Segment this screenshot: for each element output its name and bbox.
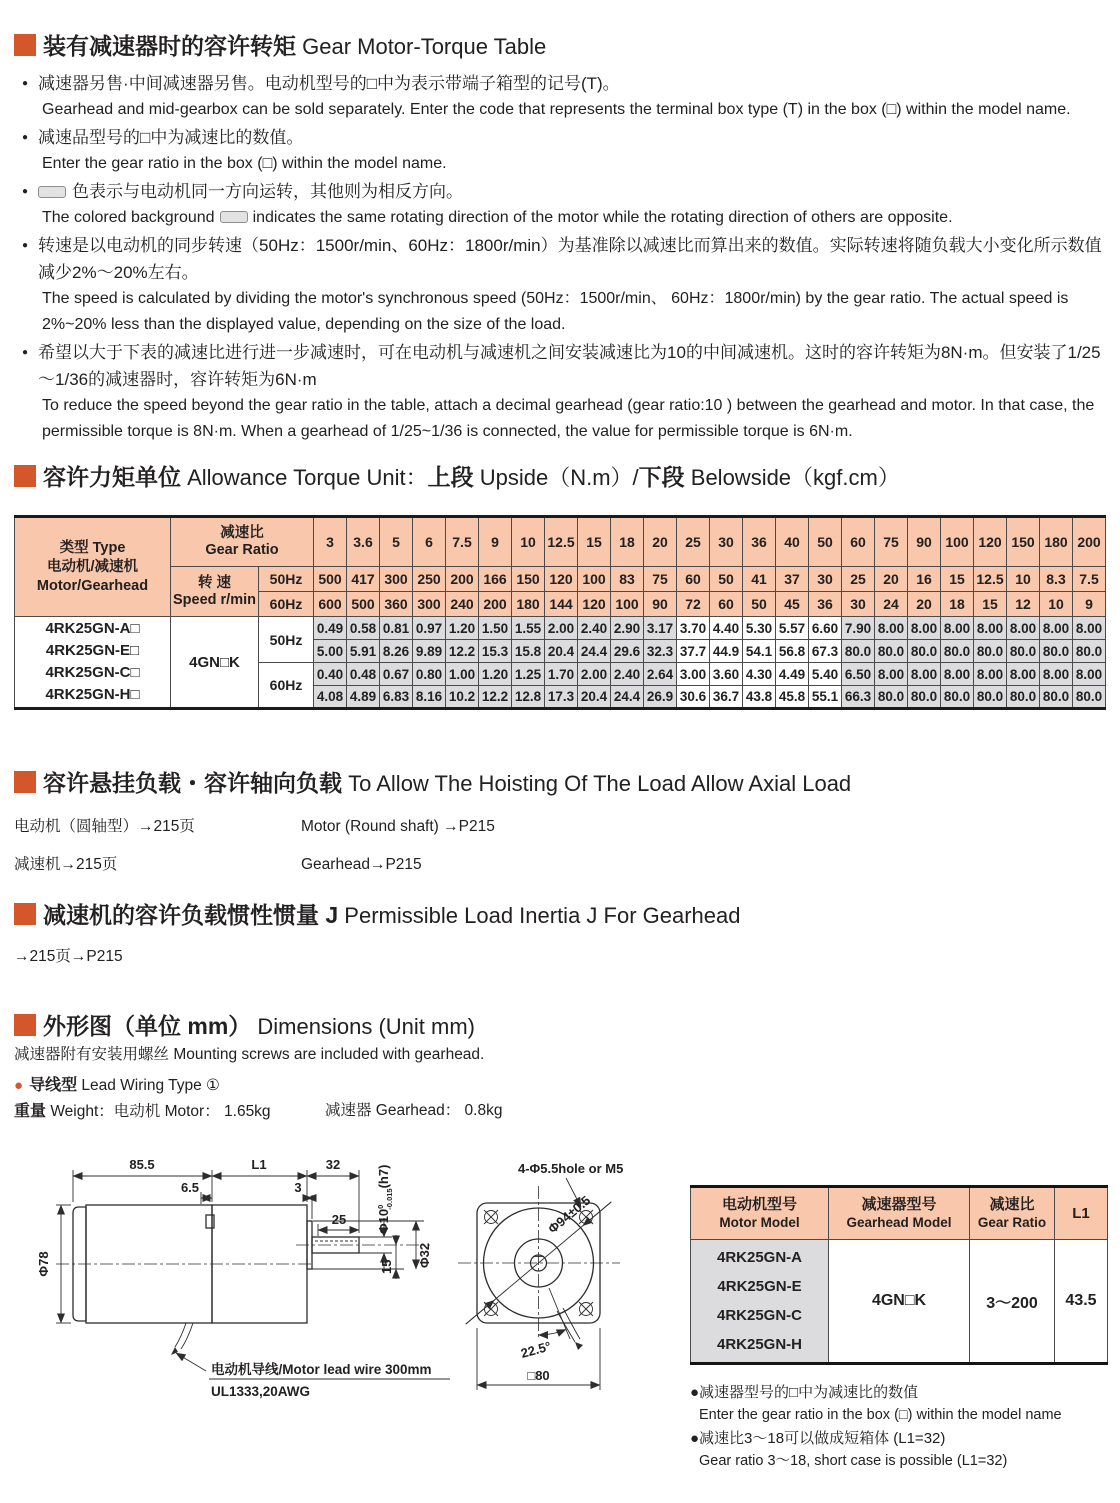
speed-60hz-value: 24 xyxy=(875,592,908,617)
torque-unit-heading xyxy=(14,459,900,492)
torque-value-cell: 5.40 xyxy=(809,663,842,686)
torque-value-cell: 80.0 xyxy=(974,640,1007,663)
reference-cn: 减速机→215页 xyxy=(14,856,118,873)
bullet-en-text: To reduce the speed beyond the gear ratio in the table, attach a decimal gearhead (gear ratio:10 ) between the gearhead and motor. In that case, the permissible torque is 8N·m. When a gearhead of 1/25~1/36 is connected, the value for permissible torque is 6N·m. xyxy=(42,397,1095,440)
torque-value-cell: 1.00 xyxy=(446,663,479,686)
torque-value-cell: 1.50 xyxy=(479,617,512,640)
torque-value-cell: 36.7 xyxy=(710,686,743,709)
motor-lead-wire-label: 电动机导线/Motor lead wire 300mm xyxy=(211,1362,432,1377)
gear-ratio-value: 7.5 xyxy=(446,517,479,567)
torque-value-cell: 7.90 xyxy=(842,617,875,640)
info-header-l1: L1 xyxy=(1055,1187,1108,1240)
speed-60hz-value: 90 xyxy=(644,592,677,617)
torque-value-cell: 3.70 xyxy=(677,617,710,640)
freq-data-cell: 50Hz xyxy=(259,617,314,663)
speed-header-cell: 转 速 Speed r/min xyxy=(171,567,259,617)
torque-value-cell: 15.3 xyxy=(479,640,512,663)
torque-value-cell: 55.1 xyxy=(809,686,842,709)
dim-6-5-label: 6.5 xyxy=(180,1180,200,1195)
torque-value-cell: 3.17 xyxy=(644,617,677,640)
torque-value-cell: 2.90 xyxy=(611,617,644,640)
info-header-motor-model: 电动机型号 Motor Model xyxy=(691,1187,829,1240)
bullet-dot-icon: ● xyxy=(22,78,29,89)
svg-text:Φ100-0.015(h7): $\Phi 10^0-0.015(h7)$ xyxy=(376,1164,394,1234)
heading-part: Allowance Torque Unit： xyxy=(181,465,428,490)
torque-section-heading xyxy=(14,28,546,61)
torque-value-cell: 2.40 xyxy=(578,617,611,640)
torque-value-cell: 0.67 xyxy=(380,663,413,686)
speed-50hz-value: 166 xyxy=(479,567,512,592)
gear-ratio-value: 3 xyxy=(314,517,347,567)
bullet-cn-line xyxy=(22,339,1102,393)
reference-row xyxy=(14,846,495,884)
freq-50hz-header: 50Hz xyxy=(259,567,314,592)
torque-value-cell: 44.9 xyxy=(710,640,743,663)
section-marker-icon xyxy=(14,465,36,487)
load-inertia-reference: →215页→P215 xyxy=(14,948,123,965)
bullet-en-text: The colored background indicates the same rotating direction of the motor while the rotating direction of others are opposite. xyxy=(42,209,953,226)
svg-text:22.5°: 22.5° xyxy=(519,1338,553,1361)
torque-value-cell: 80.0 xyxy=(1007,640,1040,663)
torque-value-cell: 4.49 xyxy=(776,663,809,686)
torque-value-cell: 1.25 xyxy=(512,663,545,686)
gearhead-front-view-drawing xyxy=(440,1140,710,1475)
freq-data-cell: 60Hz xyxy=(259,663,314,709)
color-swatch-icon xyxy=(220,211,248,223)
gear-ratio-value: 75 xyxy=(875,517,908,567)
dim-l1-label: L1 xyxy=(251,1157,267,1172)
dimension-drawings xyxy=(0,1140,1120,1503)
gear-ratio-value: 25 xyxy=(677,517,710,567)
torque-value-cell: 37.7 xyxy=(677,640,710,663)
torque-value-cell: 2.40 xyxy=(611,663,644,686)
speed-50hz-value: 150 xyxy=(512,567,545,592)
speed-60hz-value: 180 xyxy=(512,592,545,617)
motor-models-cell: 4RK25GN-A□ 4RK25GN-E□ 4RK25GN-C□ 4RK25GN-H□ xyxy=(15,617,171,709)
info-note-en: Gear ratio 3～18, short case is possible (L1=32) xyxy=(699,1453,1008,1469)
gear-ratio-value: 30 xyxy=(710,517,743,567)
torque-value-cell: 4.30 xyxy=(743,663,776,686)
torque-value-cell: 6.83 xyxy=(380,686,413,709)
bullet-item xyxy=(22,70,1102,123)
torque-value-cell: 0.40 xyxy=(314,663,347,686)
lead-wiring-type-line xyxy=(14,1072,220,1095)
torque-value-cell: 80.0 xyxy=(974,686,1007,709)
heading-part: Gear Motor-Torque Table xyxy=(296,34,547,59)
speed-60hz-value: 50 xyxy=(743,592,776,617)
gear-ratio-value: 20 xyxy=(644,517,677,567)
torque-value-cell: 2.00 xyxy=(545,617,578,640)
speed-50hz-value: 15 xyxy=(941,567,974,592)
torque-value-cell: 80.0 xyxy=(1073,686,1106,709)
torque-value-cell: 0.80 xyxy=(413,663,446,686)
heading-part: 装有减速器时的容许转矩 xyxy=(43,33,296,59)
speed-60hz-value: 300 xyxy=(413,592,446,617)
torque-value-cell: 1.20 xyxy=(446,617,479,640)
speed-50hz-value: 83 xyxy=(611,567,644,592)
speed-60hz-value: 30 xyxy=(842,592,875,617)
bullet-en-text: Gearhead and mid-gearbox can be sold separately. Enter the code that represents the terminal box type (T) in the box (□) within the model name. xyxy=(42,101,1071,118)
note-en: Mounting screws are included with gearhead. xyxy=(169,1046,485,1063)
dim-15-label xyxy=(379,1260,394,1274)
gear-ratio-value: 18 xyxy=(611,517,644,567)
heading-text xyxy=(43,459,900,492)
torque-value-cell: 80.0 xyxy=(1073,640,1106,663)
info-l1-cell: 43.5 xyxy=(1055,1240,1108,1364)
speed-50hz-value: 8.3 xyxy=(1040,567,1073,592)
torque-value-cell: 1.70 xyxy=(545,663,578,686)
heading-part: 减速机的容许负载惯性惯量 J xyxy=(43,902,339,928)
gear-ratio-value: 5 xyxy=(380,517,413,567)
torque-value-cell: 8.00 xyxy=(1007,663,1040,686)
speed-60hz-value: 15 xyxy=(974,592,1007,617)
load-inertia-heading xyxy=(14,897,741,930)
gear-ratio-value: 60 xyxy=(842,517,875,567)
torque-value-cell: 8.00 xyxy=(875,663,908,686)
speed-50hz-value: 50 xyxy=(710,567,743,592)
svg-text:Φ32: Φ32 xyxy=(417,1242,432,1268)
speed-50hz-value: 7.5 xyxy=(1073,567,1106,592)
note-cn: 减速器附有安装用螺丝 xyxy=(14,1046,170,1063)
torque-value-cell: 12.8 xyxy=(512,686,545,709)
speed-50hz-value: 200 xyxy=(446,567,479,592)
gear-ratio-value: 36 xyxy=(743,517,776,567)
torque-value-cell: 80.0 xyxy=(842,640,875,663)
bullet-cn-line xyxy=(22,124,1102,151)
speed-50hz-value: 500 xyxy=(314,567,347,592)
gearhead-weight: 减速器 Gearhead： 0.8kg xyxy=(325,1102,503,1119)
bullet-item xyxy=(22,339,1102,445)
torque-value-cell: 5.91 xyxy=(347,640,380,663)
gear-ratio-value: 12.5 xyxy=(545,517,578,567)
torque-value-cell: 8.00 xyxy=(908,663,941,686)
speed-60hz-value: 60 xyxy=(710,592,743,617)
gear-ratio-value: 200 xyxy=(1073,517,1106,567)
speed-60hz-value: 18 xyxy=(941,592,974,617)
torque-value-cell: 1.20 xyxy=(479,663,512,686)
torque-value-cell: 17.3 xyxy=(545,686,578,709)
torque-value-cell: 12.2 xyxy=(446,640,479,663)
heading-part: Permissible Load Inertia J For Gearhead xyxy=(338,903,741,928)
bullet-dot-icon: ● xyxy=(14,1077,24,1094)
torque-value-cell: 12.2 xyxy=(479,686,512,709)
section-marker-icon xyxy=(14,771,36,793)
torque-value-cell: 6.60 xyxy=(809,617,842,640)
torque-value-cell: 8.00 xyxy=(1073,663,1106,686)
speed-50hz-value: 100 xyxy=(578,567,611,592)
torque-value-cell: 24.4 xyxy=(578,640,611,663)
heading-part: 外形图（单位 mm） xyxy=(43,1013,252,1039)
speed-60hz-value: 10 xyxy=(1040,592,1073,617)
mounting-holes-label: 4-Φ5.5hole or M5 xyxy=(518,1161,624,1176)
torque-value-cell: 80.0 xyxy=(875,640,908,663)
gear-ratio-value: 6 xyxy=(413,517,446,567)
speed-60hz-value: 600 xyxy=(314,592,347,617)
mounting-screws-note xyxy=(14,1042,484,1064)
weight-line xyxy=(14,1098,1014,1121)
torque-value-cell: 2.00 xyxy=(578,663,611,686)
torque-value-cell: 8.00 xyxy=(974,617,1007,640)
torque-value-cell: 5.30 xyxy=(743,617,776,640)
heading-part: 下段 xyxy=(638,464,685,490)
torque-value-cell: 4.08 xyxy=(314,686,347,709)
info-motor-models-cell: 4RK25GN-A 4RK25GN-E 4RK25GN-C 4RK25GN-H xyxy=(691,1240,829,1364)
gear-ratio-value: 15 xyxy=(578,517,611,567)
bullet-cn-text: 减速器另售·中间减速器另售。电动机型号的□中为表示带端子箱型的记号(T)。 xyxy=(38,74,620,93)
svg-text:15: 15 xyxy=(379,1259,394,1274)
bullet-cn-text: 减速品型号的□中为减速比的数值。 xyxy=(38,128,304,147)
lead-type-en: Lead Wiring Type ① xyxy=(77,1077,220,1094)
torque-value-cell: 8.00 xyxy=(875,617,908,640)
torque-value-cell: 1.55 xyxy=(512,617,545,640)
gear-ratio-value: 120 xyxy=(974,517,1007,567)
torque-value-cell: 0.97 xyxy=(413,617,446,640)
torque-value-cell: 8.26 xyxy=(380,640,413,663)
torque-value-cell: 0.58 xyxy=(347,617,380,640)
torque-value-cell: 30.6 xyxy=(677,686,710,709)
gear-ratio-value: 3.6 xyxy=(347,517,380,567)
speed-60hz-value: 144 xyxy=(545,592,578,617)
torque-value-cell: 0.81 xyxy=(380,617,413,640)
torque-value-cell: 4.89 xyxy=(347,686,380,709)
torque-value-cell: 80.0 xyxy=(908,640,941,663)
section-marker-icon xyxy=(14,1014,36,1036)
torque-value-cell: 8.00 xyxy=(941,663,974,686)
bullet-dot-icon: ● xyxy=(22,347,29,358)
torque-value-cell: 8.00 xyxy=(1007,617,1040,640)
info-gearhead-model-cell: 4GN□K xyxy=(829,1240,970,1364)
dim-angle-label xyxy=(519,1338,552,1360)
bullet-item xyxy=(22,178,1102,231)
info-notes xyxy=(690,1381,1107,1473)
reference-cn: 电动机（圆轴型）→215页 xyxy=(14,818,195,835)
bullet-cn-text: 转速是以电动机的同步转速（50Hz：1500r/min、60Hz：1800r/min）为基准除以减速比而算出来的数值。实际转速将随负载大小变化所示数值减少2%～20%左右。 xyxy=(38,236,1102,282)
torque-value-cell: 4.40 xyxy=(710,617,743,640)
gearhead-model-cell: 4GN□K xyxy=(171,617,259,709)
torque-value-cell: 10.2 xyxy=(446,686,479,709)
torque-value-cell: 66.3 xyxy=(842,686,875,709)
dim-phi32-label xyxy=(417,1243,432,1268)
torque-value-cell: 29.6 xyxy=(611,640,644,663)
info-note-cn: ●减速比3～18可以做成短箱体 (L1=32) xyxy=(690,1430,946,1447)
torque-value-cell: 8.00 xyxy=(941,617,974,640)
reference-en: Gearhead→P215 xyxy=(301,856,422,873)
speed-50hz-value: 300 xyxy=(380,567,413,592)
section-marker-icon xyxy=(14,34,36,56)
torque-value-cell: 54.1 xyxy=(743,640,776,663)
speed-60hz-value: 360 xyxy=(380,592,413,617)
torque-value-cell: 9.89 xyxy=(413,640,446,663)
dim-shaft-diameter-label xyxy=(376,1165,394,1234)
torque-value-cell: 8.00 xyxy=(974,663,1007,686)
bullet-cn-line xyxy=(22,70,1102,97)
torque-value-cell: 8.00 xyxy=(1040,663,1073,686)
speed-50hz-value: 30 xyxy=(809,567,842,592)
speed-50hz-value: 120 xyxy=(545,567,578,592)
speed-50hz-value: 16 xyxy=(908,567,941,592)
axial-load-heading xyxy=(14,765,851,798)
info-note-en: Enter the gear ratio in the box (□) within the model name xyxy=(699,1407,1062,1423)
gear-ratio-header-cell: 减速比 Gear Ratio xyxy=(171,517,314,567)
dim-85-5-label: 85.5 xyxy=(129,1157,155,1172)
torque-value-cell: 8.00 xyxy=(1040,617,1073,640)
heading-part: 容许力矩单位 xyxy=(43,464,181,490)
torque-value-cell: 80.0 xyxy=(908,686,941,709)
lead-wire-spec-label: UL1333,20AWG xyxy=(211,1384,311,1399)
torque-value-cell: 45.8 xyxy=(776,686,809,709)
axial-load-references xyxy=(14,808,495,884)
motor-side-view-drawing xyxy=(30,1140,470,1475)
bullet-cn-line xyxy=(22,232,1102,286)
svg-text:Φ94±0.5: Φ94±0.5 xyxy=(545,1192,594,1237)
info-note-cn: ●减速器型号的□中为减速比的数值 xyxy=(690,1384,919,1401)
heading-part: Dimensions (Unit mm) xyxy=(251,1014,475,1039)
speed-50hz-value: 20 xyxy=(875,567,908,592)
speed-50hz-value: 10 xyxy=(1007,567,1040,592)
bullet-dot-icon: ● xyxy=(22,132,29,143)
dim-3-label: 3 xyxy=(294,1180,302,1195)
speed-60hz-value: 200 xyxy=(479,592,512,617)
torque-value-cell: 5.00 xyxy=(314,640,347,663)
heading-text xyxy=(43,1008,475,1041)
dimensions-heading xyxy=(14,1008,475,1041)
color-swatch-icon xyxy=(38,186,66,198)
torque-value-cell: 80.0 xyxy=(941,686,974,709)
dim-phi94-label xyxy=(545,1193,593,1237)
speed-50hz-value: 12.5 xyxy=(974,567,1007,592)
bullet-en-text: Enter the gear ratio in the box (□) within the model name. xyxy=(42,155,447,172)
dim-square80-label: □80 xyxy=(527,1368,550,1383)
heading-text xyxy=(43,765,851,798)
torque-value-cell: 0.49 xyxy=(314,617,347,640)
heading-part: Upside（N.m）/ xyxy=(473,465,639,490)
torque-value-cell: 8.16 xyxy=(413,686,446,709)
motor-weight: 重量 Weight：电动机 Motor： 1.65kg xyxy=(14,1103,271,1120)
speed-60hz-value: 100 xyxy=(611,592,644,617)
torque-value-cell: 2.64 xyxy=(644,663,677,686)
torque-value-cell: 80.0 xyxy=(1040,686,1073,709)
speed-50hz-value: 75 xyxy=(644,567,677,592)
section-marker-icon xyxy=(14,903,36,925)
dim-32-label: 32 xyxy=(325,1157,341,1172)
torque-value-cell: 80.0 xyxy=(1007,686,1040,709)
torque-value-cell: 43.8 xyxy=(743,686,776,709)
torque-value-cell: 8.00 xyxy=(1073,617,1106,640)
torque-value-cell: 80.0 xyxy=(875,686,908,709)
reference-row xyxy=(14,808,495,846)
bullet-dot-icon: ● xyxy=(22,186,29,197)
gear-ratio-value: 150 xyxy=(1007,517,1040,567)
gear-ratio-value: 10 xyxy=(512,517,545,567)
speed-50hz-value: 417 xyxy=(347,567,380,592)
speed-50hz-value: 41 xyxy=(743,567,776,592)
freq-60hz-header: 60Hz xyxy=(259,592,314,617)
speed-60hz-value: 9 xyxy=(1073,592,1106,617)
torque-table xyxy=(14,515,1106,710)
torque-value-cell: 0.48 xyxy=(347,663,380,686)
heading-part: 容许悬挂负载・容许轴向负载 xyxy=(43,770,342,796)
bullet-item xyxy=(22,124,1102,177)
speed-50hz-value: 37 xyxy=(776,567,809,592)
model-info-table xyxy=(690,1185,1108,1365)
torque-value-cell: 26.9 xyxy=(644,686,677,709)
torque-value-cell: 3.60 xyxy=(710,663,743,686)
gear-ratio-value: 40 xyxy=(776,517,809,567)
reference-en: Motor (Round shaft) →P215 xyxy=(301,818,495,835)
bullet-list xyxy=(22,70,1102,446)
type-header-cell: 类型 Type 电动机/减速机 Motor/Gearhead xyxy=(15,517,171,617)
speed-60hz-value: 72 xyxy=(677,592,710,617)
torque-value-cell: 32.3 xyxy=(644,640,677,663)
heading-text xyxy=(43,897,741,930)
speed-60hz-value: 20 xyxy=(908,592,941,617)
dim-phi78-label xyxy=(36,1251,51,1276)
heading-part: Belowside（kgf.cm） xyxy=(684,465,900,490)
speed-60hz-value: 45 xyxy=(776,592,809,617)
torque-value-cell: 67.3 xyxy=(809,640,842,663)
torque-value-cell: 3.00 xyxy=(677,663,710,686)
heading-part: 上段 xyxy=(427,464,474,490)
bullet-item xyxy=(22,232,1102,338)
speed-60hz-value: 500 xyxy=(347,592,380,617)
info-header-gear-ratio: 减速比 Gear Ratio xyxy=(970,1187,1055,1240)
torque-table-wrap xyxy=(14,515,1106,710)
lead-type-cn: 导线型 xyxy=(29,1077,78,1094)
heading-part: To Allow The Hoisting Of The Load Allow Axial Load xyxy=(342,771,852,796)
heading-text xyxy=(43,28,546,61)
speed-60hz-value: 36 xyxy=(809,592,842,617)
torque-value-cell: 24.4 xyxy=(611,686,644,709)
torque-value-cell: 20.4 xyxy=(578,686,611,709)
bullet-cn-text: 希望以大于下表的减速比进行进一步减速时，可在电动机与减速机之间安装减速比为10的中间减速机。这时的容许转矩为8N·m。但安装了1/25～1/36的减速器时，容许转矩为6N·m xyxy=(38,343,1101,389)
speed-50hz-value: 60 xyxy=(677,567,710,592)
info-gear-ratio-cell: 3～200 xyxy=(970,1240,1055,1364)
gear-ratio-value: 100 xyxy=(941,517,974,567)
torque-value-cell: 56.8 xyxy=(776,640,809,663)
speed-50hz-value: 250 xyxy=(413,567,446,592)
speed-50hz-value: 25 xyxy=(842,567,875,592)
gear-ratio-value: 180 xyxy=(1040,517,1073,567)
gear-ratio-value: 50 xyxy=(809,517,842,567)
torque-value-cell: 20.4 xyxy=(545,640,578,663)
bullet-en-text: The speed is calculated by dividing the motor's synchronous speed (50Hz：1500r/min、 60Hz：1800r/min) by the gear ratio. The actual speed is 2%~20% less than the displayed value, depending on the size of the load. xyxy=(42,290,1069,333)
info-header-gearhead-model: 减速器型号 Gearhead Model xyxy=(829,1187,970,1240)
speed-60hz-value: 240 xyxy=(446,592,479,617)
gear-ratio-value: 9 xyxy=(479,517,512,567)
speed-60hz-value: 120 xyxy=(578,592,611,617)
torque-value-cell: 6.50 xyxy=(842,663,875,686)
gear-ratio-value: 90 xyxy=(908,517,941,567)
svg-text:Φ78: Φ78 xyxy=(36,1251,51,1277)
bullet-cn-text: 色表示与电动机同一方向运转，其他则为相反方向。 xyxy=(38,178,463,205)
torque-value-cell: 80.0 xyxy=(1040,640,1073,663)
torque-value-cell: 5.57 xyxy=(776,617,809,640)
bullet-cn-line xyxy=(22,178,1102,205)
bullet-dot-icon: ● xyxy=(22,240,29,251)
speed-60hz-value: 12 xyxy=(1007,592,1040,617)
torque-value-cell: 80.0 xyxy=(941,640,974,663)
dim-25-label: 25 xyxy=(331,1212,347,1227)
torque-value-cell: 8.00 xyxy=(908,617,941,640)
torque-value-cell: 15.8 xyxy=(512,640,545,663)
model-info-panel xyxy=(690,1185,1107,1473)
